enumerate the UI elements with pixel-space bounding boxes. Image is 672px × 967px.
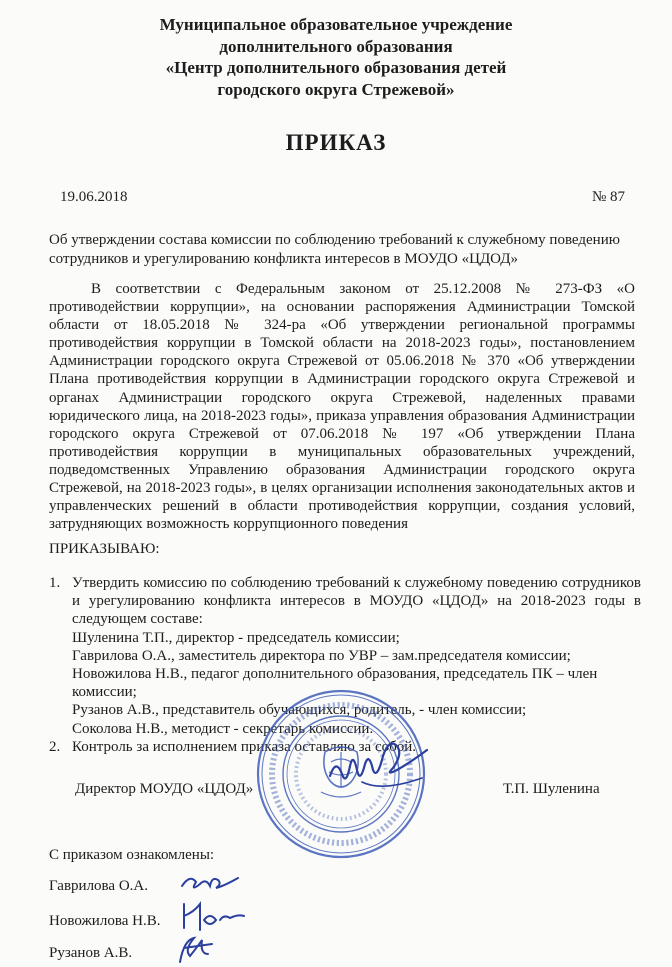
member-3: Новожилова Н.В., педагог дополнительного образования, председатель ПК – член комиссии; — [72, 666, 598, 701]
order-word: ПРИКАЗЫВАЮ: — [49, 541, 160, 557]
item-number: 2. — [49, 738, 61, 755]
org-line-4: городского округа Стрежевой» — [217, 79, 455, 99]
org-line-3: «Центр дополнительного образования детей — [165, 58, 507, 77]
document-type-title: ПРИКАЗ — [285, 130, 387, 155]
preamble-paragraph: В соответствии с Федеральным законом от 25.12.2008 № 273-ФЗ «О противодействии коррупции», на основании распоряжения Администрации Томской области от 18.05.2018 № 324-ра «Об утверждении региональной программы противодействия коррупции в Томской области на 2018-2023 годы», постановлением Администрации городского округа Стрежевой от 05.06.2018 № 370 «Об утверждении Плана противодействия коррупции в Администрации городского округа Стрежевой и органах Администрации городского округа Стрежевой, наделенных правами юридического лица, на 2018-2023 годы», приказа управления образования Администрации городского округа Стрежевой от 07.06.2018 № 197 «Об утверждении Плана противодействия коррупции в муниципальных образовательных учреждений, подведомственных Управлению образования Администрации городского округа Стрежевой, на 2018-2023 годы», в целях организации исполнения законодательных актов и управленческих решений в области противодействия коррупции, создания условий, затрудняющих возможность коррупционного поведения — [49, 281, 635, 533]
document-number: № 87 — [591, 189, 625, 205]
item-2-text: Контроль за исполнением приказа оставляю за собой. — [72, 738, 417, 755]
item-number: 1. — [49, 575, 61, 591]
org-line-1: Муниципальное образовательное учреждение — [159, 15, 513, 34]
document-subject: Об утверждении состава комиссии по соблюдению требований к служебному поведению сотрудников и урегулированию конфликта интересов в МОУДО «ЦДОД» — [49, 232, 620, 267]
director-signature-icon — [322, 742, 440, 804]
ack-signature-3-icon — [170, 932, 240, 966]
member-4: Рузанов А.В., представитель обучающихся, родитель, - член комиссии; — [72, 702, 527, 719]
signatory-name: Т.П. Шуленина — [503, 781, 600, 797]
member-5: Соколова Н.В., методист - секретарь комиссии. — [72, 720, 374, 737]
ack-person-2: Новожилова Н.В. — [49, 913, 161, 929]
member-2: Гаврилова О.А., заместитель директора по УВР – зам.председателя комиссии; — [72, 647, 571, 664]
ack-person-1: Гаврилова О.А. — [49, 878, 149, 894]
acknowledgement-title: С приказом ознакомлены: — [49, 847, 215, 863]
ack-signature-2-icon — [176, 898, 246, 932]
ack-signature-1-icon — [176, 864, 246, 898]
org-line-2: дополнительного образования — [219, 36, 453, 56]
organization-header — [40, 14, 632, 100]
signatory-position: Директор МОУДО «ЦДОД» — [75, 781, 254, 797]
document-date: 19.06.2018 — [60, 189, 128, 205]
member-1: Шуленина Т.П., директор - председатель комиссии; — [72, 629, 400, 646]
ack-person-3: Рузанов А.В. — [49, 945, 133, 961]
item-1-text: Утвердить комиссию по соблюдению требований к служебному поведению сотрудников и урегулированию конфликта интересов в МОУДО «ЦДОД» на 2018-2023 годы в следующем составе: — [72, 575, 641, 628]
